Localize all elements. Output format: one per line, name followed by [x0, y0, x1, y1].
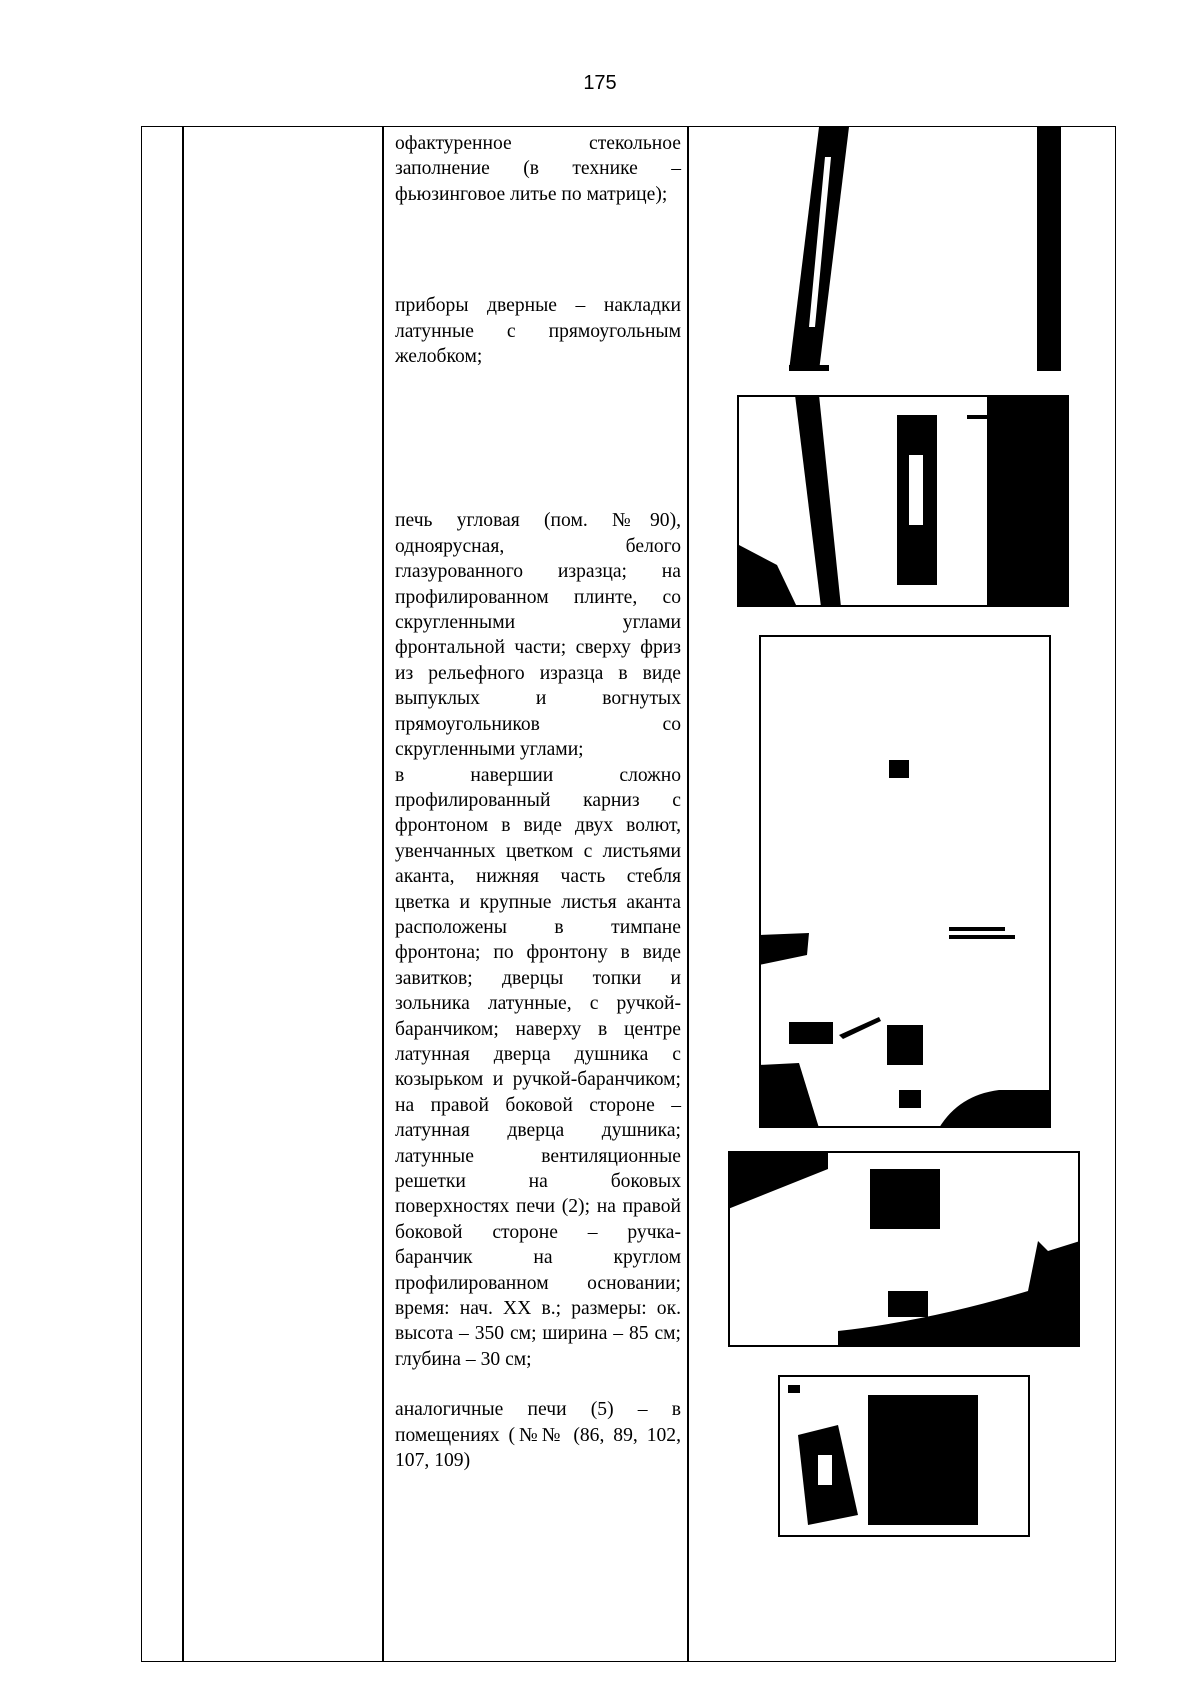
photo-corner-stove [759, 635, 1051, 1128]
document-table [141, 126, 1116, 1662]
photo-stove-door [778, 1375, 1030, 1537]
description-stove-details: в навершии сложно профилированный карниз с фронтоном в виде двух волют, увенчанных цветком с листьями аканта, нижняя часть стебля цветка и крупные листья аканта расположены в тимпане фронтона; по фронтону в виде завитков; дверцы топки и зольника латунные, с ручкой-баранчиком; наверху в центре латунная дверца душника с козырьком и ручкой-баранчиком; на правой боковой стороне – латунная дверца душника; латунные вентиляционные решетки на боковых поверхностях печи (2); на правой боковой стороне – ручка-баранчик на круглом профилированном основании; время: нач. XX в.; размеры: ок. высота – 350 см; ширина – 85 см; глубина – 30 см; [395, 764, 681, 1370]
description-corner-stove: печь угловая (пом. №90), одноярусная, белого глазурованного изразца; на профилированном плинте, со скругленными углами фронтальной части; сверху фриз из рельефного изразца в виде выпуклых и вогнутых прямоугольников со скругленными углами; [395, 510, 681, 761]
description-glass-filling: офактуренное стекольное заполнение (в технике – фьюзинговое литье по матрице); [395, 133, 681, 205]
description-column [395, 131, 681, 1473]
description-similar-stoves: аналогичные печи (5) – в помещениях (№№ (86, 89, 102, 107, 109) [395, 1399, 681, 1472]
column-divider [687, 127, 689, 1661]
column-divider [182, 127, 184, 1661]
photo-door-glass [759, 127, 1069, 371]
photo-stove-detail [728, 1151, 1080, 1347]
description-door-fittings: приборы дверные – накладки латунные с прямоугольным желобком; [395, 295, 681, 368]
page-number: 175 [583, 72, 617, 94]
column-divider [382, 127, 384, 1661]
photo-door-fittings [737, 395, 1069, 607]
